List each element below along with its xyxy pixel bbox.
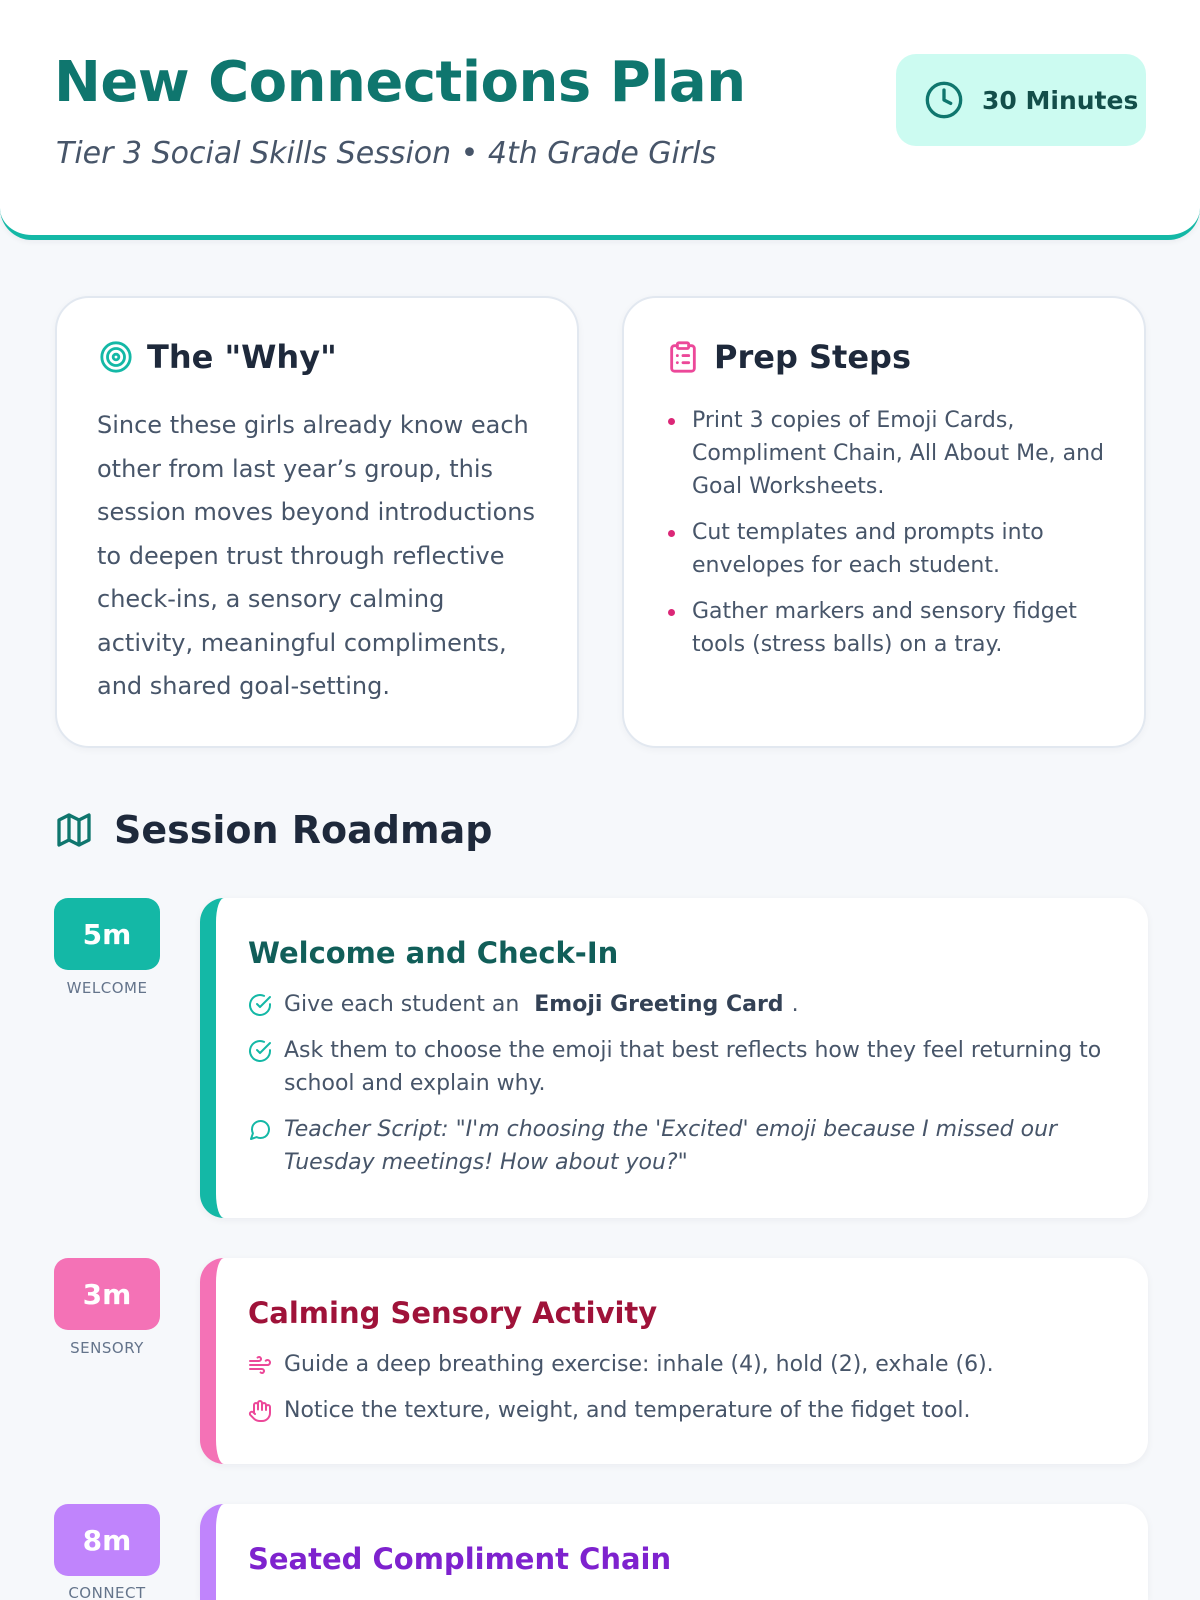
duration-badge (896, 54, 1146, 146)
roadmap-title: Session Roadmap (114, 808, 493, 852)
check-circle-icon (248, 1039, 272, 1063)
speech-bubble-icon (248, 1118, 272, 1142)
prep-card (622, 296, 1146, 748)
step-item (248, 1348, 1108, 1381)
step-item-text: . (791, 992, 799, 1017)
wind-icon (248, 1353, 272, 1377)
clock-icon (924, 80, 964, 120)
prep-item: Cut templates and prompts into envelopes for each student. (666, 516, 1106, 582)
prep-list (666, 404, 1106, 674)
step-item-text: Guide a deep breathing exercise: inhale (4), hold (2), exhale (6). (284, 1352, 994, 1377)
page-title: New Connections Plan (54, 50, 746, 115)
step-item-text: Notice the texture, weight, and temperature of the fidget tool. (284, 1398, 971, 1423)
step-card-connect (200, 1504, 1148, 1600)
step-items (248, 1348, 1108, 1440)
step-item (248, 1394, 1108, 1427)
step-item-text: Give each student an (284, 992, 520, 1017)
prep-item: Print 3 copies of Emoji Cards, Compliment Chain, All About Me, and Goal Worksheets. (666, 404, 1106, 503)
prep-card-title: Prep Steps (714, 338, 911, 376)
step-duration-badge: 5m (54, 898, 160, 970)
duration-label: 30 Minutes (982, 85, 1139, 115)
step-items (248, 988, 1108, 1192)
map-icon (54, 810, 94, 850)
prep-item: Gather markers and sensory fidget tools (stress balls) on a tray. (666, 595, 1106, 661)
step-item-highlight: Emoji Greeting Card (534, 992, 784, 1017)
step-duration-badge: 3m (54, 1258, 160, 1330)
step-item-text: Ask them to choose the emoji that best reflects how they feel returning to school and explain why. (284, 1038, 1102, 1096)
roadmap-header (54, 808, 492, 852)
step-item-text: Teacher Script: "I'm choosing the 'Excited' emoji because I missed our Tuesday meetings! How about you?" (284, 1117, 1058, 1175)
step-category-label: CONNECT (68, 1584, 146, 1600)
why-card-header (99, 338, 337, 376)
step-item (248, 988, 1108, 1021)
page-header (0, 0, 1200, 240)
clipboard-list-icon (666, 340, 700, 374)
prep-card-header (666, 338, 911, 376)
why-card-title: The "Why" (147, 338, 337, 376)
target-icon (99, 340, 133, 374)
step-title: Calming Sensory Activity (248, 1296, 658, 1330)
step-duration-badge: 8m (54, 1504, 160, 1576)
step-title: Seated Compliment Chain (248, 1542, 672, 1576)
step-item-script (248, 1113, 1108, 1179)
step-category-label: WELCOME (66, 979, 148, 997)
check-circle-icon (248, 993, 272, 1017)
why-text: Since these girls already know each other from last year’s group, this session moves beyond introductions to deepen trust through reflective check-ins, a sensory calming activity, meaningful compliments, and shared goal-setting. (97, 411, 536, 700)
hand-icon (248, 1399, 272, 1423)
step-card-welcome (200, 898, 1148, 1218)
step-category-label: SENSORY (70, 1339, 144, 1357)
step-card-sensory (200, 1258, 1148, 1464)
step-item (248, 1034, 1108, 1100)
page-subtitle: Tier 3 Social Skills Session • 4th Grade Girls (56, 136, 717, 171)
step-title: Welcome and Check-In (248, 936, 619, 970)
why-card (55, 296, 579, 748)
